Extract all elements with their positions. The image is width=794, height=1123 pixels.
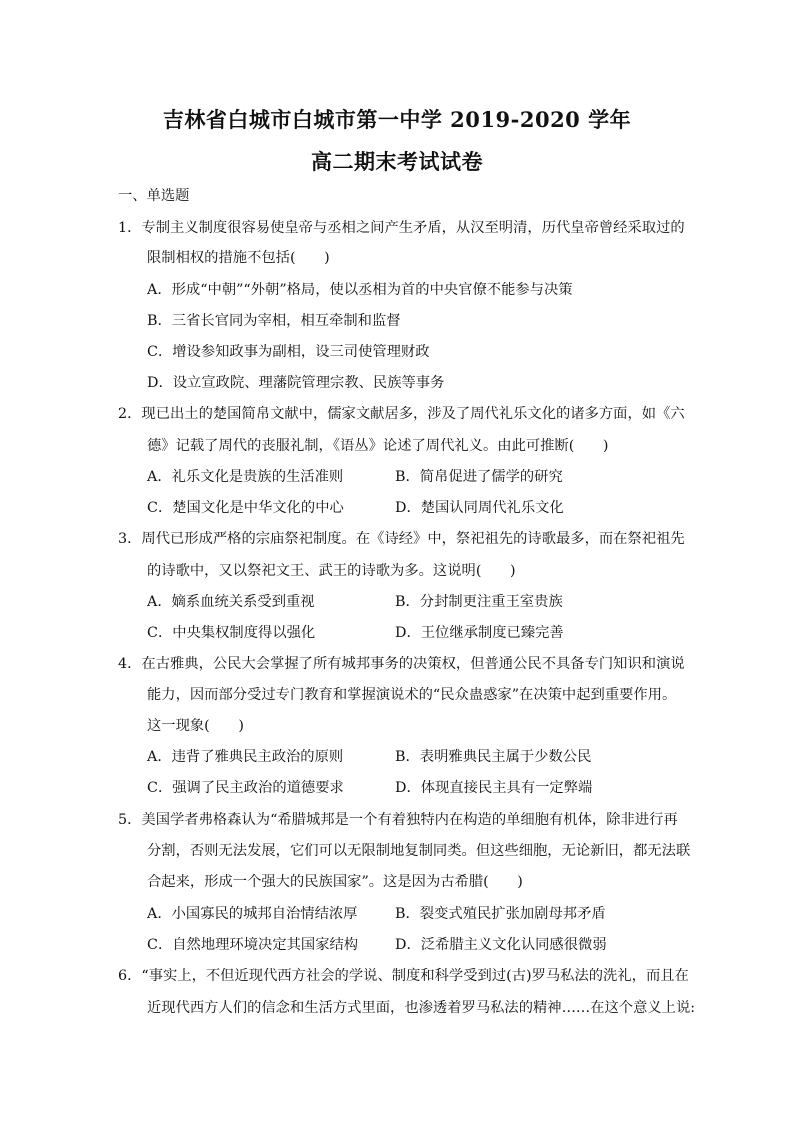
- question-5-option-a: A．小国寡民的城邦自治情结浓厚: [147, 906, 358, 922]
- question-6-stem-line-2: 近现代西方人们的信念和生活方式里面，也渗透着罗马私法的精神……在这个意义上说:: [147, 1000, 696, 1016]
- question-5-option-b: B．裂变式殖民扩张加剧母邦矛盾: [395, 906, 606, 922]
- question-5-stem-line-3: 合起来，形成一个强大的民族国家”。这是因为古希腊( ): [147, 874, 523, 890]
- question-3-option-c: C．中央集权制度得以强化: [147, 625, 316, 641]
- question-3-option-a: A．嫡系血统关系受到重视: [147, 594, 315, 610]
- question-5-option-c: C．自然地理环境决定其国家结构: [147, 937, 359, 953]
- question-2-option-b: B．简帛促进了儒学的研究: [395, 469, 563, 485]
- question-2-option-a: A．礼乐文化是贵族的生活准则: [147, 469, 344, 485]
- question-4-option-d: D．体现直接民主具有一定弊端: [395, 780, 593, 796]
- question-4-stem-line-3: 这一现象( ): [147, 718, 244, 734]
- question-1-option-a: A．形成“中朝”“外朝”格局，使以丞相为首的中央官僚不能参与决策: [147, 282, 573, 298]
- question-1-option-d: D．设立宣政院、理藩院管理宗教、民族等事务: [147, 375, 445, 391]
- question-1-stem-line-1: 1．专制主义制度很容易使皇帝与丞相之间产生矛盾，从汉至明清，历代皇帝曾经采取过的: [118, 220, 685, 236]
- section-heading: 一、单选题: [118, 188, 190, 204]
- question-3-option-d: D．王位继承制度已臻完善: [395, 625, 564, 641]
- question-4-option-a: A．违背了雅典民主政治的原则: [147, 749, 344, 765]
- question-1-option-c: C．增设参知政事为副相，设三司使管理财政: [147, 344, 430, 360]
- question-3-option-b: B．分封制更注重王室贵族: [395, 594, 563, 610]
- question-3-stem-line-1: 3．周代已形成严格的宗庙祭祀制度。在《诗经》中，祭祀祖先的诗歌最多，而在祭祀祖先: [118, 531, 685, 547]
- question-2-option-d: D．楚国认同周代礼乐文化: [395, 500, 564, 516]
- question-4-stem-line-2: 能力，因而部分受过专门教育和掌握演说术的“民众蛊惑家”在决策中起到重要作用。: [147, 687, 677, 703]
- question-5-stem-line-1: 5．美国学者弗格森认为“希腊城邦是一个有着独特内在构造的单细胞有机体，除非进行再: [118, 812, 678, 828]
- question-5-option-d: D．泛希腊主义文化认同感很微弱: [395, 937, 607, 953]
- question-1-stem-line-2: 限制相权的措施不包括( ): [147, 250, 330, 266]
- question-4-stem-line-1: 4．在古雅典，公民大会掌握了所有城邦事务的决策权，但普通公民不具备专门知识和演说: [118, 656, 685, 672]
- question-2-option-c: C．楚国文化是中华文化的中心: [147, 500, 344, 516]
- question-3-stem-line-2: 的诗歌中，又以祭祀文王、武王的诗歌为多。这说明( ): [147, 563, 516, 579]
- question-2-stem-line-1: 2．现已出土的楚国简帛文献中，儒家文献居多，涉及了周代礼乐文化的诸多方面，如《六: [118, 406, 685, 422]
- exam-subtitle: 高二期末考试试卷: [311, 149, 483, 174]
- question-6-stem-line-1: 6．“事实上，不但近现代西方社会的学说、制度和科学受到过(古)罗马私法的洗礼，而且在: [118, 968, 689, 984]
- question-2-stem-line-2: 德》记载了周代的丧服礼制，《语丛》论述了周代礼义。由此可推断( ): [147, 438, 609, 454]
- question-1-option-b: B．三省长官同为宰相，相互牵制和监督: [147, 313, 401, 329]
- question-4-option-b: B．表明雅典民主属于少数公民: [395, 749, 592, 765]
- exam-title: 吉林省白城市白城市第一中学 2019-2020 学年: [162, 107, 632, 132]
- question-5-stem-line-2: 分割，否则无法发展，它们可以无限制地复制同类。但这些细胞，无论新旧，都无法联: [147, 843, 691, 859]
- question-4-option-c: C．强调了民主政治的道德要求: [147, 780, 344, 796]
